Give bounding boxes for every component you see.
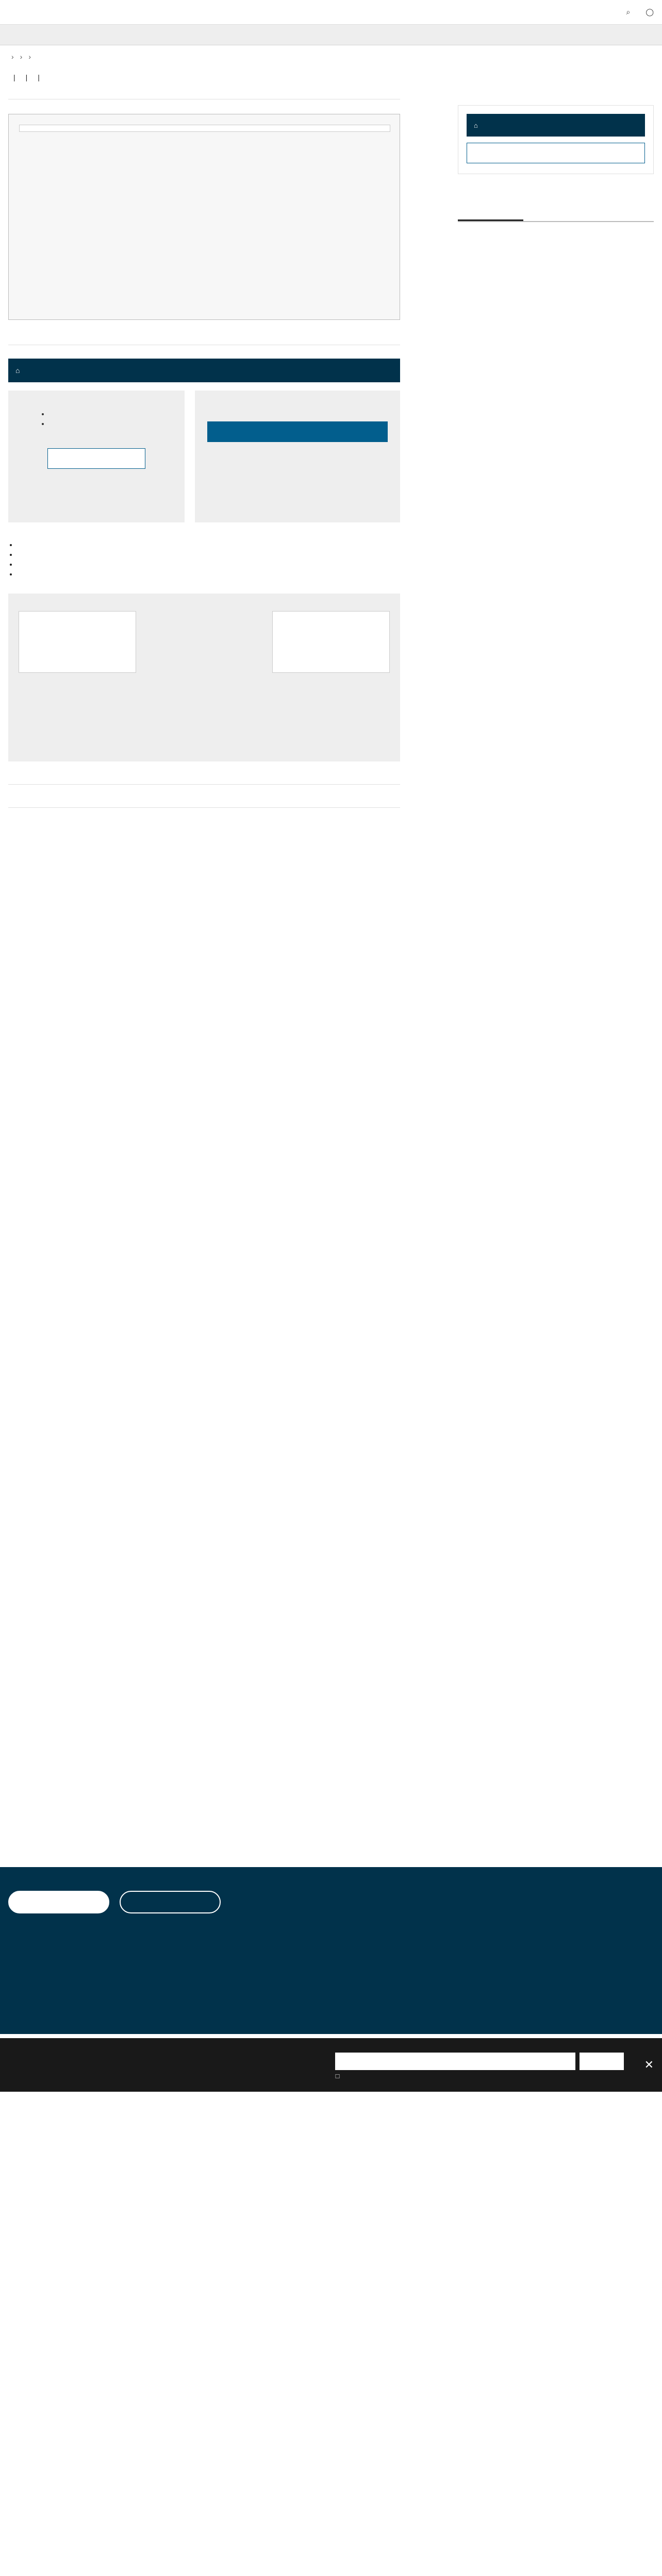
broken-image-icon	[19, 125, 390, 132]
additional-access-list	[8, 540, 400, 579]
institution-access-button[interactable]	[8, 359, 400, 382]
newsletter-form	[335, 2050, 624, 2080]
sidebar-buy-button[interactable]	[467, 143, 645, 163]
tab-sections[interactable]	[458, 211, 523, 221]
reject-cookies-button[interactable]	[120, 1891, 221, 1913]
metrics-bar: | | |	[13, 73, 40, 81]
login-link[interactable]	[642, 8, 654, 16]
similar-card[interactable]	[272, 611, 390, 688]
newsletter-bar	[0, 2038, 662, 2092]
subscribe-box	[195, 391, 400, 522]
article-body	[8, 68, 400, 808]
checkbox[interactable]: ☐	[335, 2073, 340, 2080]
newsletter-signup-button[interactable]	[580, 2053, 624, 2070]
figure-placeholder[interactable]	[8, 114, 400, 320]
main-nav	[0, 25, 662, 45]
similar-card[interactable]	[145, 611, 263, 688]
chevron-right-icon: ›	[20, 53, 23, 61]
cookie-banner	[0, 1867, 662, 2034]
card-thumbnail	[19, 611, 136, 673]
tab-references[interactable]	[588, 211, 654, 221]
data-availability-heading	[8, 780, 400, 785]
sidebar-access-box	[458, 105, 654, 174]
buy-bullets	[41, 409, 49, 429]
chevron-right-icon: ›	[28, 53, 31, 61]
email-input[interactable]	[335, 2053, 575, 2070]
chevron-right-icon: ›	[11, 53, 14, 61]
sidebar	[458, 68, 654, 226]
search-icon: ⌕	[626, 8, 631, 16]
similar-content	[8, 594, 400, 761]
buy-now-button[interactable]	[47, 448, 145, 469]
institution-icon: ⌂	[474, 121, 478, 129]
purchase-options	[8, 391, 400, 522]
user-icon: ◯	[646, 8, 654, 16]
close-icon[interactable]: ✕	[644, 2058, 654, 2071]
tab-figures[interactable]	[523, 211, 589, 221]
references-heading	[8, 803, 400, 808]
learn-more-button[interactable]	[207, 421, 388, 442]
accept-cookies-button[interactable]	[8, 1891, 109, 1913]
similar-card[interactable]	[19, 611, 136, 688]
institution-icon: ⌂	[15, 366, 20, 375]
search-link[interactable]	[623, 8, 630, 16]
abstract-heading	[8, 95, 400, 99]
sidebar-tabs	[458, 211, 654, 222]
access-options-heading	[8, 341, 400, 345]
card-thumbnail	[272, 611, 390, 673]
buy-article-box	[8, 391, 185, 522]
sidebar-institution-button[interactable]	[467, 114, 645, 137]
top-bar	[0, 0, 662, 25]
breadcrumb	[0, 45, 662, 68]
